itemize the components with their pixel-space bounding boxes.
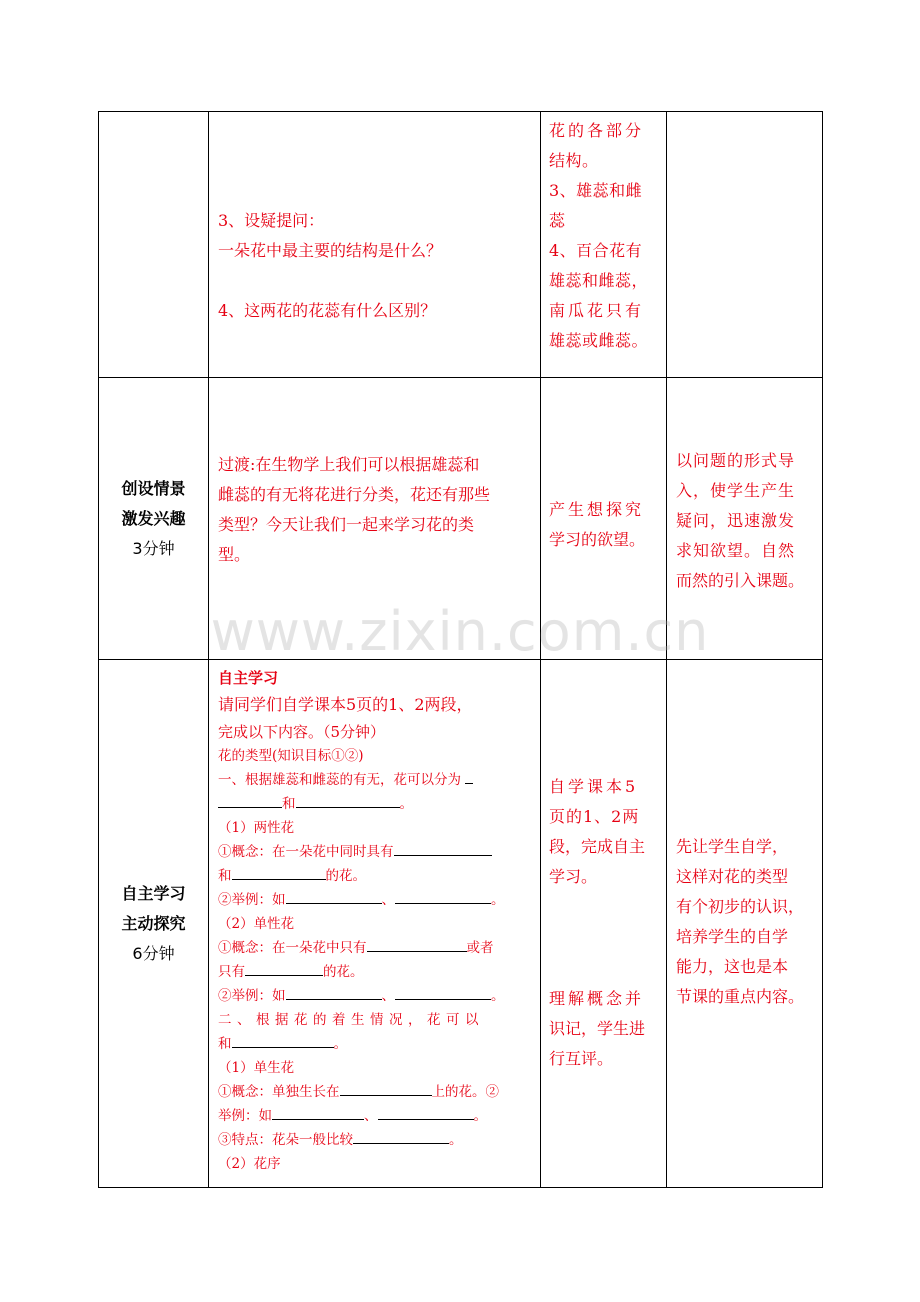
worksheet-line: （1）单生花	[218, 1060, 295, 1076]
text-line: 节课的重点内容。	[676, 987, 805, 1006]
text-line: 学习的欲望。	[549, 530, 646, 549]
text-line: 疑问，迅速激发	[676, 511, 796, 530]
watermark: www.zixin.com.cn	[210, 600, 710, 663]
worksheet-line: （1）两性花	[218, 820, 295, 836]
text-line: 以问题的形式导	[676, 451, 796, 470]
instruction-line: 完成以下内容。（5分钟）	[218, 723, 386, 741]
answer-line: 结构。	[549, 151, 599, 170]
worksheet-line: 花的类型(知识目标①②)	[218, 748, 364, 764]
transition-text	[218, 450, 534, 570]
worksheet-line: ①概念：在一朵花中只有 或者	[218, 936, 534, 960]
stage-title-1: 自主学习	[121, 883, 186, 903]
teacher-question-block	[218, 206, 534, 326]
worksheet-line: （2）单性花	[218, 916, 295, 932]
text-line: 段，完成自主	[549, 837, 646, 856]
answer-line: 雄蕊或雌蕊。	[549, 331, 649, 350]
text-line: 这样对花的类型	[676, 867, 789, 886]
table-row	[99, 378, 823, 660]
worksheet-line: （2）花序	[218, 1156, 281, 1172]
worksheet-line: ③特点：花朵一般比较 。	[218, 1128, 534, 1152]
teacher-activity-cell	[209, 378, 541, 660]
stage-title-2: 激发兴趣	[121, 508, 186, 528]
stage-duration: 6分钟	[132, 943, 175, 963]
text-line: 学习。	[549, 867, 598, 886]
worksheet-line: ①概念：在一朵花中同时具有	[218, 840, 534, 864]
stage-title-2: 主动探究	[121, 913, 186, 933]
student-answer-block	[549, 116, 660, 356]
stage-title-1: 创设情景	[121, 478, 186, 498]
worksheet-line: ②举例：如 、 。	[218, 888, 534, 912]
worksheet-line: ②举例：如 、 。	[218, 984, 534, 1008]
text-line: 而然的引入课题。	[676, 571, 805, 590]
stage-cell	[99, 112, 209, 378]
text-line: 求知欲望。自然	[676, 541, 796, 560]
worksheet-line: 二、根据花的着生情况，花可以	[218, 1012, 484, 1028]
text-line: 能力，这也是本	[676, 957, 789, 976]
stage-label	[99, 660, 208, 1187]
question-3-text: 一朵花中最主要的结构是什么？	[218, 241, 443, 260]
text-line: 过渡:在生物学上我们可以根据雄蕊和	[218, 455, 480, 474]
question-4-text: 4、这两花的花蕊有什么区别？	[218, 301, 437, 320]
worksheet-line: 和 的花。	[218, 864, 534, 888]
design-intent-text	[676, 832, 816, 1012]
text-line: 页的1、2两	[549, 807, 640, 826]
text-line: 先让学生自学，	[676, 837, 789, 856]
table-row	[99, 112, 823, 378]
answer-line: 雄蕊和雌蕊，	[549, 271, 649, 290]
text-line: 产生想探究	[549, 500, 645, 519]
design-intent-cell	[667, 660, 823, 1188]
text-line: 型。	[218, 545, 251, 564]
worksheet-heading: 自主学习	[218, 669, 279, 687]
teacher-activity-cell	[209, 660, 541, 1188]
worksheet-line: ①概念：单独生长在 上的花。②	[218, 1080, 534, 1104]
text-line: 理解概念并	[549, 989, 645, 1008]
question-3-heading: 3、设疑提问：	[218, 211, 325, 230]
design-intent-cell	[667, 378, 823, 660]
worksheet-line: 和 。	[218, 792, 534, 816]
student-activity-cell	[541, 660, 667, 1188]
instruction-line: 请同学们自学课本5页的1、2两段，	[218, 695, 473, 714]
student-activity-cell	[541, 112, 667, 378]
answer-line: 3、雄蕊和雌	[549, 181, 643, 200]
worksheet-line: 只有 的花。	[218, 960, 534, 984]
lesson-plan-table	[98, 111, 823, 1188]
stage-cell	[99, 378, 209, 660]
worksheet-line: 举例：如 、 。	[218, 1104, 534, 1128]
text-line: 入，使学生产生	[676, 481, 796, 500]
text-line: 自学课本5	[549, 777, 639, 796]
design-intent-text	[676, 446, 816, 596]
answer-line: 花的各部分	[549, 121, 645, 140]
student-task-2	[549, 984, 660, 1074]
worksheet-line: 和 。	[218, 1032, 534, 1056]
text-line: 雌蕊的有无将花进行分类，花还有那些	[218, 485, 491, 504]
answer-line: 蕊	[549, 211, 566, 230]
answer-line: 4、百合花有	[549, 241, 643, 260]
answer-line: 南瓜花只有	[549, 301, 645, 320]
design-intent-cell	[667, 112, 823, 378]
student-activity-cell	[541, 378, 667, 660]
stage-cell	[99, 660, 209, 1188]
student-task	[549, 772, 660, 892]
self-study-worksheet	[218, 666, 534, 1176]
table-row	[99, 660, 823, 1188]
stage-duration: 3分钟	[132, 538, 175, 558]
text-line: 有个初步的认识，	[676, 897, 805, 916]
worksheet-line: 一、根据雄蕊和雌蕊的有无，花可以分为	[218, 768, 534, 792]
text-line: 类型？今天让我们一起来学习花的类	[218, 515, 475, 534]
stage-label	[99, 378, 208, 659]
teacher-activity-cell	[209, 112, 541, 378]
text-line: 培养学生的自学	[676, 927, 789, 946]
text-line: 识记，学生进	[549, 1019, 646, 1038]
student-response	[549, 495, 660, 555]
text-line: 行互评。	[549, 1049, 614, 1068]
